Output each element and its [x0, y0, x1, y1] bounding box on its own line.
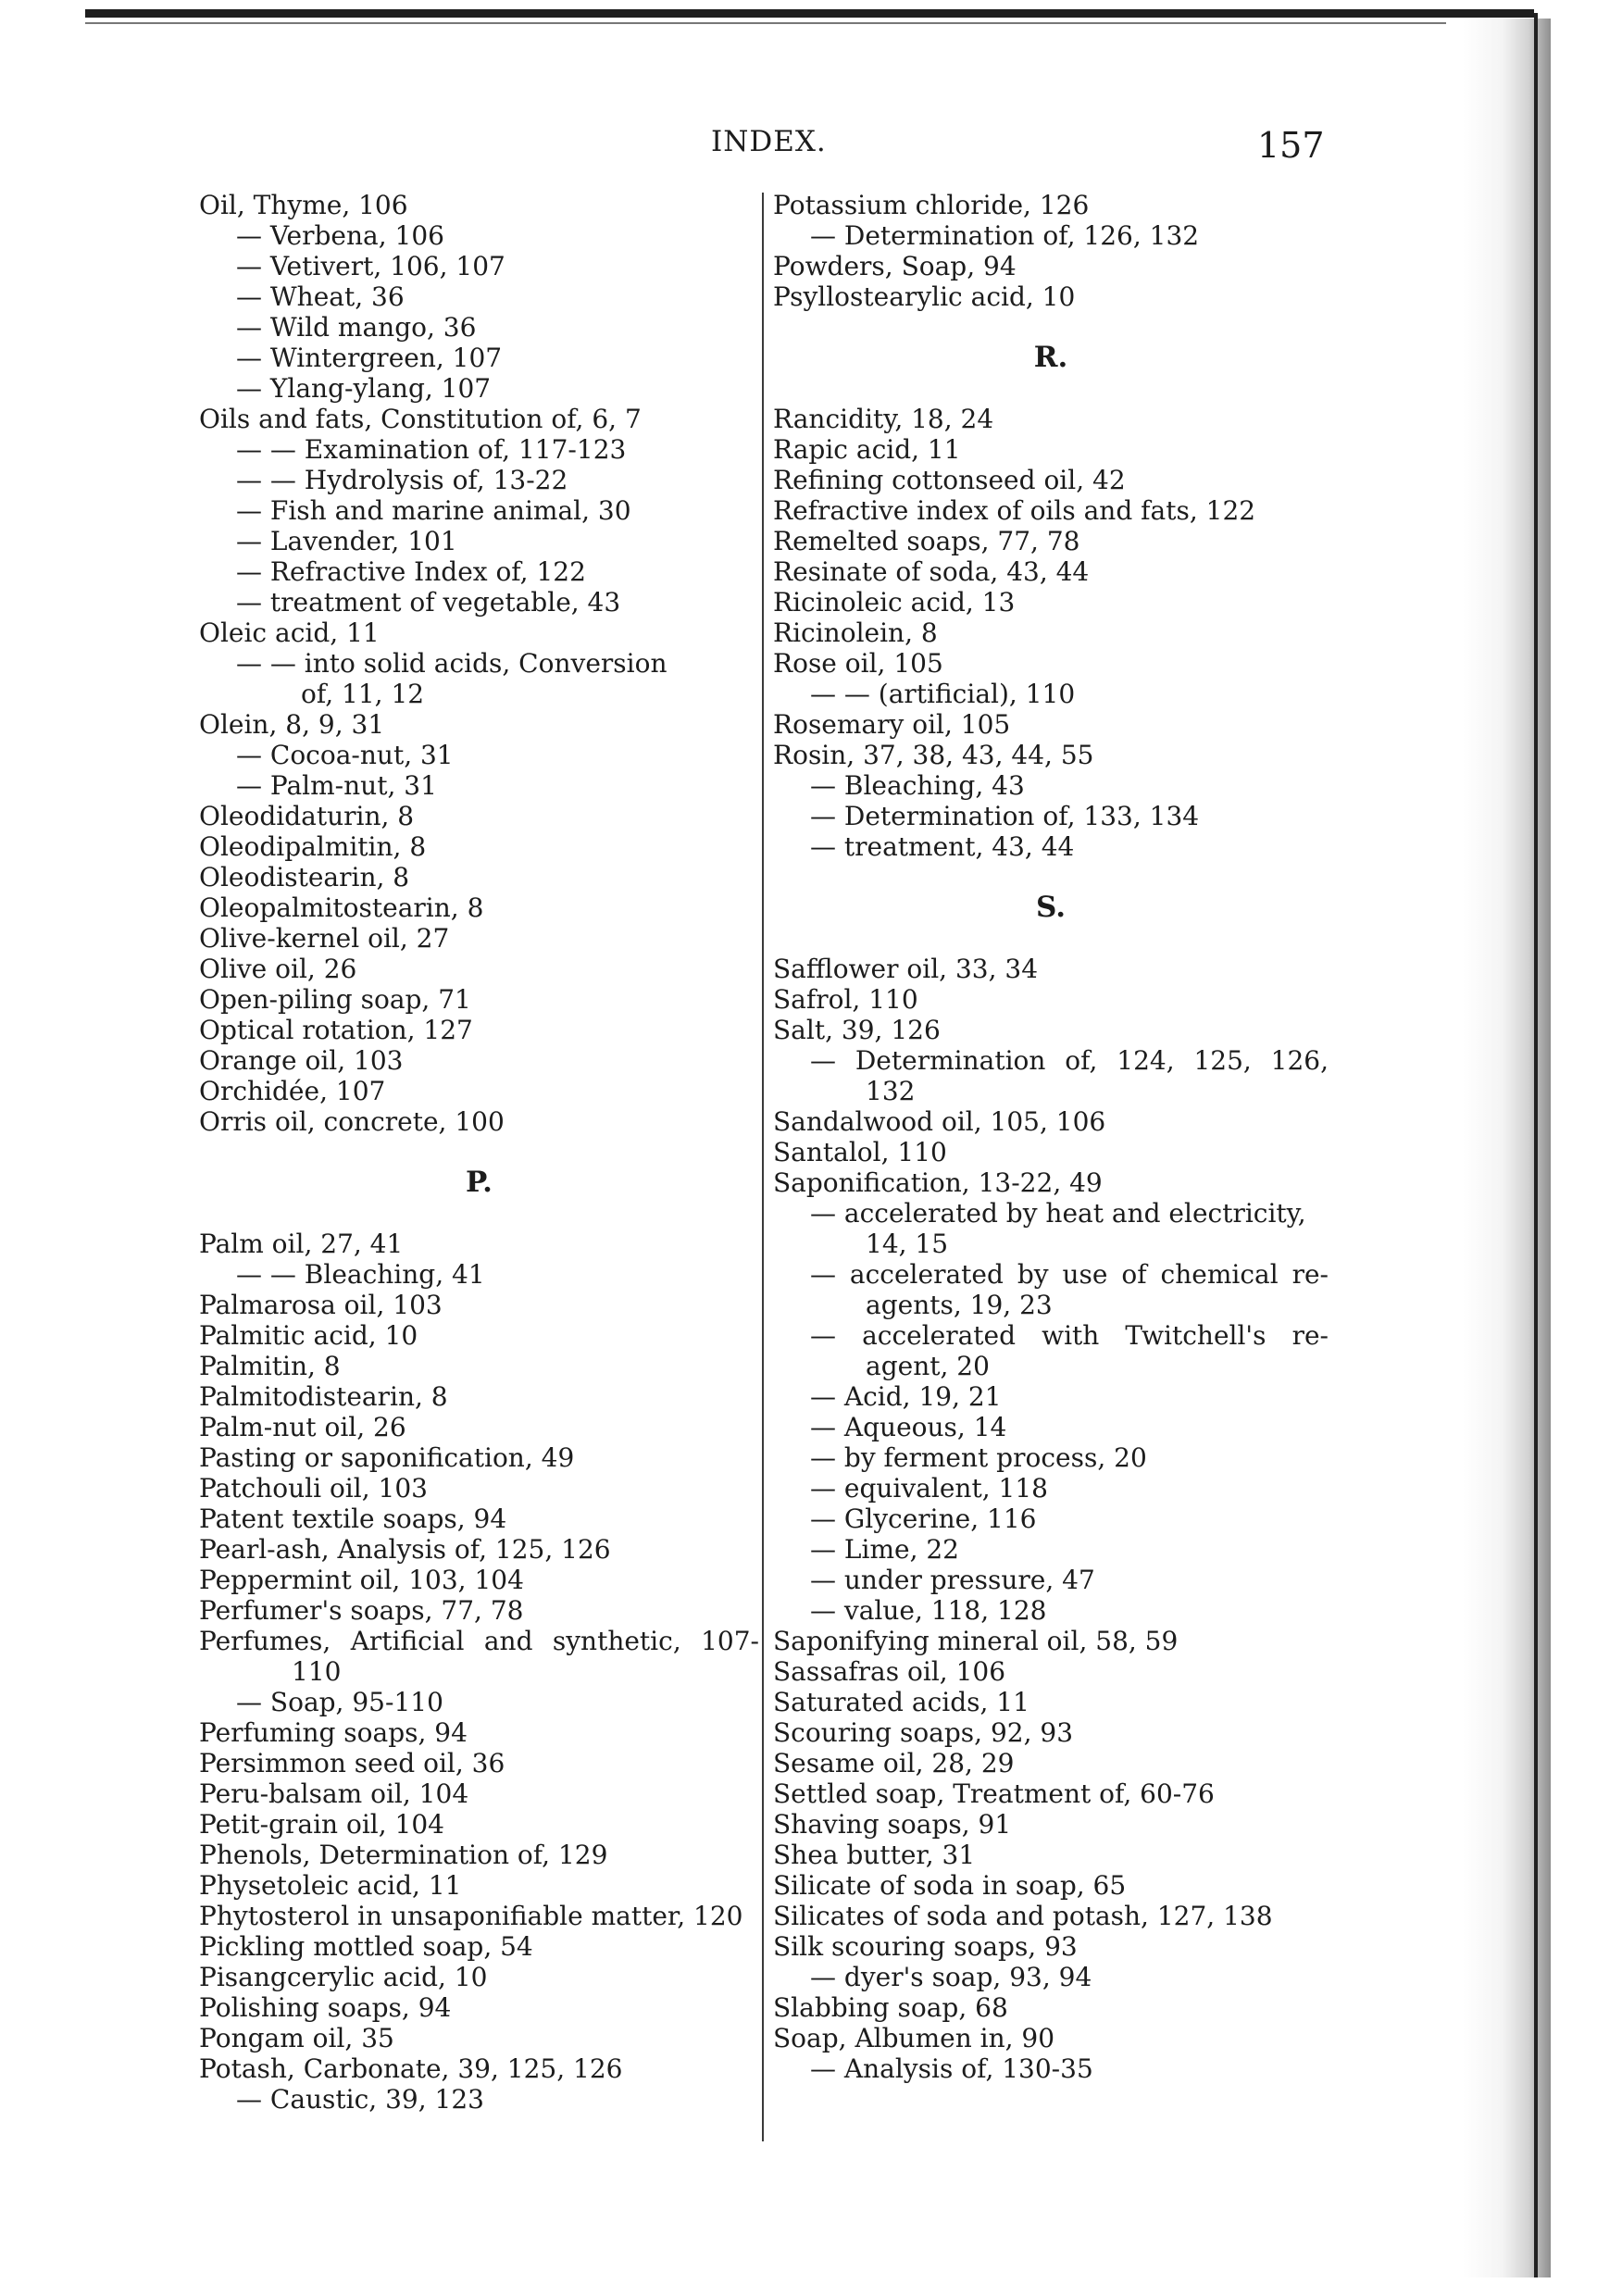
index-entry: Rose oil, 105 — [773, 648, 943, 679]
index-entry: Remelted soaps, 77, 78 — [773, 526, 1080, 556]
top-rule — [85, 9, 1534, 18]
top-rule-thin — [85, 22, 1446, 24]
index-entry: Rancidity, 18, 24 — [773, 404, 994, 434]
index-entry: — — Examination of, 117-123 — [236, 434, 627, 465]
index-entry: Rosemary oil, 105 — [773, 709, 1011, 740]
index-entry: Scouring soaps, 92, 93 — [773, 1717, 1074, 1748]
index-entry: — Determination of, 133, 134 — [810, 801, 1200, 831]
index-entry: Saturated acids, 11 — [773, 1687, 1029, 1717]
index-entry: Patchouli oil, 103 — [199, 1473, 428, 1504]
index-entry-continuation: 132 — [866, 1076, 916, 1106]
index-entry: Orchidée, 107 — [199, 1076, 386, 1106]
index-entry: Palm oil, 27, 41 — [199, 1229, 404, 1259]
index-entry: Ricinoleic acid, 13 — [773, 587, 1016, 618]
page-number: 157 — [1257, 125, 1325, 166]
index-entry: — Lime, 22 — [810, 1534, 959, 1565]
index-entry: Pongam oil, 35 — [199, 2023, 394, 2053]
index-entry: Persimmon seed oil, 36 — [199, 1748, 505, 1778]
index-entry: — Palm-nut, 31 — [236, 770, 437, 801]
index-entry: Safrol, 110 — [773, 984, 918, 1015]
index-entry: — by ferment process, 20 — [810, 1442, 1147, 1473]
index-entry: Phytosterol in unsaponifiable matter, 120 — [199, 1901, 743, 1931]
index-entry: Rosin, 37, 38, 43, 44, 55 — [773, 740, 1094, 770]
index-entry: Rapic acid, 11 — [773, 434, 961, 465]
index-entry: — — into solid acids, Conversion — [236, 648, 668, 679]
index-column-right — [773, 190, 1329, 2084]
index-entry: — Refractive Index of, 122 — [236, 556, 586, 587]
index-entry: Potash, Carbonate, 39, 125, 126 — [199, 2053, 623, 2084]
index-entry: Open-piling soap, 71 — [199, 984, 471, 1015]
index-entry: Sassafras oil, 106 — [773, 1656, 1006, 1687]
index-entry: — Soap, 95-110 — [236, 1687, 443, 1717]
index-entry: Saponification, 13-22, 49 — [773, 1167, 1103, 1198]
index-entry: Optical rotation, 127 — [199, 1015, 473, 1045]
index-entry: — Fish and marine animal, 30 — [236, 495, 631, 526]
index-entry: Oleodistearin, 8 — [199, 862, 410, 892]
index-entry: — Analysis of, 130-35 — [810, 2053, 1093, 2084]
index-entry: Patent textile soaps, 94 — [199, 1504, 507, 1534]
index-entry: Orris oil, concrete, 100 — [199, 1106, 505, 1137]
index-entry: — Wheat, 36 — [236, 281, 405, 312]
index-entry: Pearl-ash, Analysis of, 125, 126 — [199, 1534, 611, 1565]
index-entry: — Acid, 19, 21 — [810, 1381, 1002, 1412]
index-entry: — equivalent, 118 — [810, 1473, 1048, 1504]
index-entry: Powders, Soap, 94 — [773, 251, 1017, 281]
index-entry: Refining cottonseed oil, 42 — [773, 465, 1126, 495]
running-title: INDEX. — [711, 125, 827, 158]
index-entry: — Determination of, 126, 132 — [810, 220, 1200, 251]
index-entry: Perfumer's soaps, 77, 78 — [199, 1595, 524, 1626]
index-entry: Perfuming soaps, 94 — [199, 1717, 468, 1748]
index-entry: Palmitic acid, 10 — [199, 1320, 418, 1351]
index-entry: Olive oil, 26 — [199, 954, 357, 984]
index-entry: Sesame oil, 28, 29 — [773, 1748, 1015, 1778]
index-entry: Pisangcerylic acid, 10 — [199, 1962, 488, 1992]
index-entry: Santalol, 110 — [773, 1137, 947, 1167]
index-entry: — Caustic, 39, 123 — [236, 2084, 484, 2115]
index-entry: Silicates of soda and potash, 127, 138 — [773, 1901, 1273, 1931]
section-heading-p: P. — [466, 1166, 493, 1199]
index-entry-continuation: 110 — [292, 1656, 342, 1687]
index-entry: Polishing soaps, 94 — [199, 1992, 452, 2023]
index-entry-continuation: of, 11, 12 — [301, 679, 425, 709]
index-entry: Shaving soaps, 91 — [773, 1809, 1012, 1840]
index-entry: — value, 118, 128 — [810, 1595, 1047, 1626]
index-entry: Oleic acid, 11 — [199, 618, 380, 648]
index-entry: Pasting or saponification, 49 — [199, 1442, 575, 1473]
index-entry: — under pressure, 47 — [810, 1565, 1095, 1595]
index-entry: Psyllostearylic acid, 10 — [773, 281, 1076, 312]
index-entry: Salt, 39, 126 — [773, 1015, 941, 1045]
section-heading-s: S. — [1035, 891, 1067, 924]
index-entry: Peppermint oil, 103, 104 — [199, 1565, 524, 1595]
index-entry: Silicate of soda in soap, 65 — [773, 1870, 1127, 1901]
index-entry: Ricinolein, 8 — [773, 618, 938, 648]
index-entry: Refractive index of oils and fats, 122 — [773, 495, 1256, 526]
index-entry-continuation: 14, 15 — [866, 1229, 949, 1259]
index-entry: Sandalwood oil, 105, 106 — [773, 1106, 1106, 1137]
index-entry: — Verbena, 106 — [236, 220, 444, 251]
index-entry: — — (artificial), 110 — [810, 679, 1076, 709]
index-entry: — dyer's soap, 93, 94 — [810, 1962, 1092, 1992]
index-entry: Petit-grain oil, 104 — [199, 1809, 444, 1840]
index-entry: Palmitin, 8 — [199, 1351, 341, 1381]
index-entry: Physetoleic acid, 11 — [199, 1870, 462, 1901]
index-entry: — Bleaching, 43 — [810, 770, 1025, 801]
index-entry: Palmarosa oil, 103 — [199, 1290, 443, 1320]
index-entry: — Lavender, 101 — [236, 526, 457, 556]
index-entry: — Wintergreen, 107 — [236, 343, 503, 373]
index-entry: — — Hydrolysis of, 13-22 — [236, 465, 568, 495]
index-entry: Soap, Albumen in, 90 — [773, 2023, 1055, 2053]
index-entry: Palmitodistearin, 8 — [199, 1381, 448, 1412]
index-entry: — treatment, 43, 44 — [810, 831, 1075, 862]
index-entry: Oleodidaturin, 8 — [199, 801, 415, 831]
index-entry: — accelerated by heat and electricity, — [810, 1198, 1306, 1229]
index-entry: — Ylang-ylang, 107 — [236, 373, 492, 404]
index-entry: — Vetivert, 106, 107 — [236, 251, 505, 281]
index-entry: Safflower oil, 33, 34 — [773, 954, 1039, 984]
index-entry: Resinate of soda, 43, 44 — [773, 556, 1090, 587]
index-entry: Shea butter, 31 — [773, 1840, 976, 1870]
index-entry: Olive-kernel oil, 27 — [199, 923, 450, 954]
index-entry: Potassium chloride, 126 — [773, 190, 1090, 220]
index-entry: — Wild mango, 36 — [236, 312, 477, 343]
index-entry: — Glycerine, 116 — [810, 1504, 1037, 1534]
index-entry: — accelerated with Twitchell's re- — [810, 1320, 1329, 1351]
page-edge-line — [1534, 13, 1538, 2277]
index-entry: Oleopalmitostearin, 8 — [199, 892, 484, 923]
index-entry: Orange oil, 103 — [199, 1045, 404, 1076]
index-entry: — Cocoa-nut, 31 — [236, 740, 454, 770]
index-entry: Palm-nut oil, 26 — [199, 1412, 406, 1442]
index-entry: — — Bleaching, 41 — [236, 1259, 485, 1290]
index-entry: Phenols, Determination of, 129 — [199, 1840, 608, 1870]
section-heading-r: R. — [1033, 341, 1068, 374]
index-entry: Peru-balsam oil, 104 — [199, 1778, 469, 1809]
index-entry: Pickling mottled soap, 54 — [199, 1931, 533, 1962]
index-entry: Olein, 8, 9, 31 — [199, 709, 385, 740]
index-column-left — [199, 190, 759, 2115]
index-entry: Oils and fats, Constitution of, 6, 7 — [199, 404, 642, 434]
index-entry: Slabbing soap, 68 — [773, 1992, 1008, 2023]
index-entry: Saponifying mineral oil, 58, 59 — [773, 1626, 1179, 1656]
index-entry: Oleodipalmitin, 8 — [199, 831, 427, 862]
index-entry: — Determination of, 124, 125, 126, — [810, 1045, 1329, 1076]
column-divider — [762, 193, 764, 2141]
index-entry: — accelerated by use of chemical re- — [810, 1259, 1329, 1290]
index-entry-continuation: agents, 19, 23 — [866, 1290, 1053, 1320]
index-entry: — treatment of vegetable, 43 — [236, 587, 621, 618]
index-entry: Settled soap, Treatment of, 60-76 — [773, 1778, 1215, 1809]
index-entry-continuation: agent, 20 — [866, 1351, 990, 1381]
index-entry: Perfumes, Artificial and synthetic, 107- — [199, 1626, 759, 1656]
index-entry: — Aqueous, 14 — [810, 1412, 1007, 1442]
index-entry: Oil, Thyme, 106 — [199, 190, 408, 220]
index-entry: Silk scouring soaps, 93 — [773, 1931, 1078, 1962]
